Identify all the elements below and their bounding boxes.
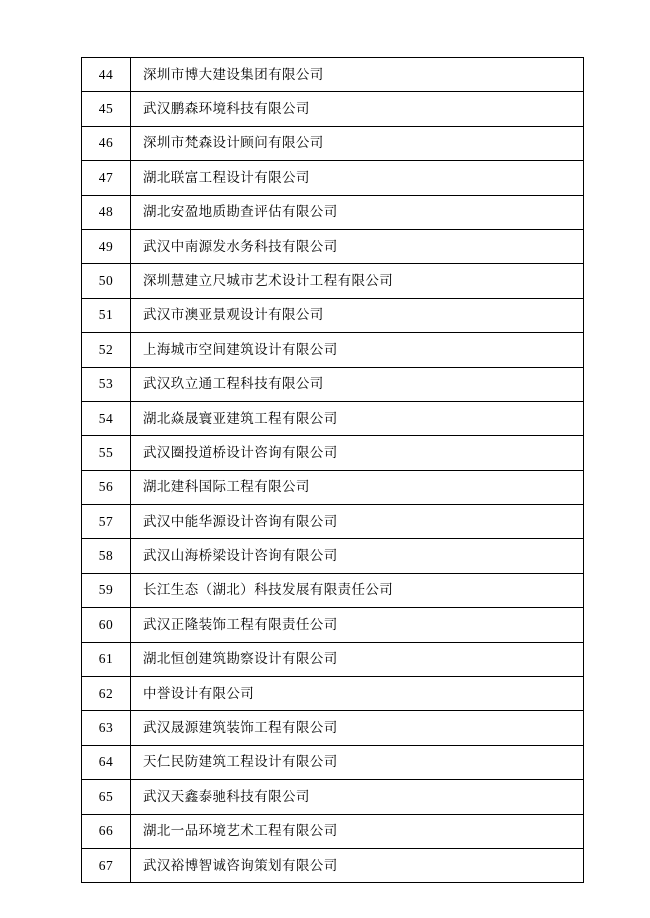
- row-index-cell: 60: [82, 608, 131, 642]
- company-name-cell: 湖北安盈地质勘查评估有限公司: [131, 195, 584, 229]
- row-index-cell: 64: [82, 745, 131, 779]
- company-name-cell: 中誉设计有限公司: [131, 677, 584, 711]
- company-name-cell: 武汉中南源发水务科技有限公司: [131, 229, 584, 263]
- row-index-cell: 49: [82, 229, 131, 263]
- company-name-cell: 武汉山海桥梁设计咨询有限公司: [131, 539, 584, 573]
- table-row: [82, 298, 584, 332]
- company-name-cell: 长江生态（湖北）科技发展有限责任公司: [131, 573, 584, 607]
- company-name-cell: 武汉天鑫泰驰科技有限公司: [131, 780, 584, 814]
- company-name-cell: 深圳市梵森设计顾问有限公司: [131, 126, 584, 160]
- table-row: [82, 608, 584, 642]
- company-name-cell: 武汉鹏森环境科技有限公司: [131, 92, 584, 126]
- table-row: [82, 436, 584, 470]
- row-index-cell: 44: [82, 58, 131, 92]
- table-row: [82, 780, 584, 814]
- row-index-cell: 63: [82, 711, 131, 745]
- table-row: [82, 745, 584, 779]
- company-name-cell: 武汉裕博智诚咨询策划有限公司: [131, 848, 584, 882]
- table-row: [82, 58, 584, 92]
- company-name-cell: 天仁民防建筑工程设计有限公司: [131, 745, 584, 779]
- table-row: [82, 573, 584, 607]
- company-name-cell: 武汉市澳亚景观设计有限公司: [131, 298, 584, 332]
- row-index-cell: 46: [82, 126, 131, 160]
- row-index-cell: 66: [82, 814, 131, 848]
- table-row: [82, 505, 584, 539]
- table-row: [82, 401, 584, 435]
- row-index-cell: 47: [82, 161, 131, 195]
- company-name-cell: 武汉晟源建筑装饰工程有限公司: [131, 711, 584, 745]
- row-index-cell: 50: [82, 264, 131, 298]
- row-index-cell: 51: [82, 298, 131, 332]
- table-row: [82, 264, 584, 298]
- table-row: [82, 539, 584, 573]
- company-name-cell: 武汉玖立通工程科技有限公司: [131, 367, 584, 401]
- company-name-cell: 武汉圈投道桥设计咨询有限公司: [131, 436, 584, 470]
- company-name-cell: 湖北焱晟寰亚建筑工程有限公司: [131, 401, 584, 435]
- table-body: [82, 58, 584, 883]
- table-row: [82, 470, 584, 504]
- table-row: [82, 229, 584, 263]
- company-name-cell: 武汉中能华源设计咨询有限公司: [131, 505, 584, 539]
- row-index-cell: 48: [82, 195, 131, 229]
- row-index-cell: 57: [82, 505, 131, 539]
- row-index-cell: 58: [82, 539, 131, 573]
- table-row: [82, 92, 584, 126]
- table-row: [82, 195, 584, 229]
- company-name-cell: 湖北联富工程设计有限公司: [131, 161, 584, 195]
- row-index-cell: 61: [82, 642, 131, 676]
- company-name-cell: 湖北一品环境艺术工程有限公司: [131, 814, 584, 848]
- row-index-cell: 59: [82, 573, 131, 607]
- row-index-cell: 53: [82, 367, 131, 401]
- company-name-cell: 深圳慧建立尺城市艺术设计工程有限公司: [131, 264, 584, 298]
- table-row: [82, 161, 584, 195]
- row-index-cell: 55: [82, 436, 131, 470]
- company-name-cell: 湖北恒创建筑勘察设计有限公司: [131, 642, 584, 676]
- table-row: [82, 333, 584, 367]
- table-row: [82, 848, 584, 882]
- company-name-cell: 上海城市空间建筑设计有限公司: [131, 333, 584, 367]
- row-index-cell: 54: [82, 401, 131, 435]
- row-index-cell: 67: [82, 848, 131, 882]
- table-row: [82, 367, 584, 401]
- table-row: [82, 126, 584, 160]
- row-index-cell: 65: [82, 780, 131, 814]
- company-name-cell: 湖北建科国际工程有限公司: [131, 470, 584, 504]
- row-index-cell: 45: [82, 92, 131, 126]
- table-row: [82, 711, 584, 745]
- company-name-cell: 武汉正隆装饰工程有限责任公司: [131, 608, 584, 642]
- row-index-cell: 56: [82, 470, 131, 504]
- table-row: [82, 677, 584, 711]
- table-row: [82, 642, 584, 676]
- table-row: [82, 814, 584, 848]
- row-index-cell: 62: [82, 677, 131, 711]
- company-list-table: [81, 57, 584, 883]
- row-index-cell: 52: [82, 333, 131, 367]
- company-name-cell: 深圳市博大建设集团有限公司: [131, 58, 584, 92]
